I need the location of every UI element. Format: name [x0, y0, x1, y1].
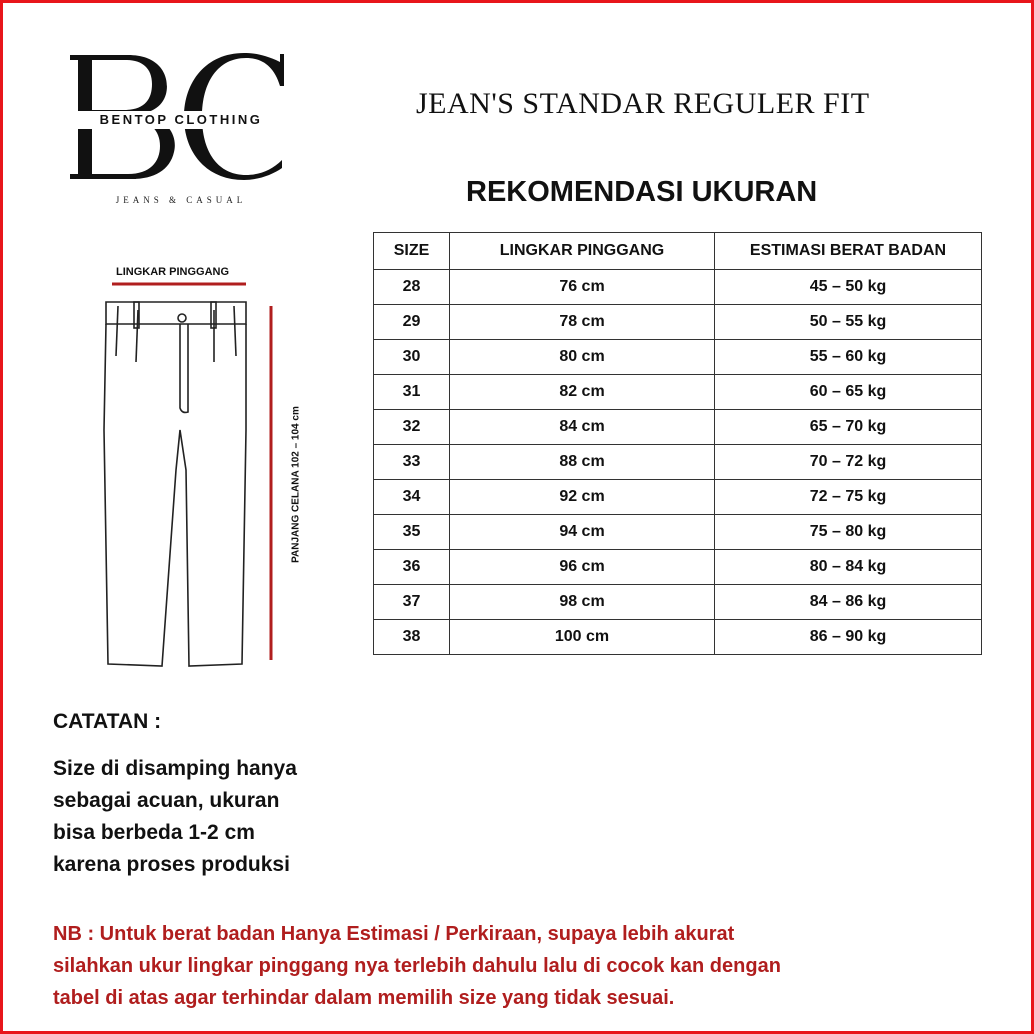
cell-size: 34 [374, 480, 450, 515]
brand-tagline: JEANS & CASUAL [115, 195, 247, 205]
cell-size: 32 [374, 410, 450, 445]
pants-diagram [96, 280, 296, 672]
nb-line: silahkan ukur lingkar pinggang nya terlebih dahulu lalu di cocok kan dengan [53, 955, 781, 977]
table-row [374, 410, 982, 445]
cell-weight: 86 – 90 kg [715, 620, 982, 655]
column-header-waist: LINGKAR PINGGANG [450, 233, 715, 270]
page-title: JEAN'S STANDAR REGULER FIT [416, 87, 870, 120]
note-title: CATATAN : [53, 710, 162, 733]
size-table [373, 232, 982, 655]
cell-weight: 45 – 50 kg [715, 270, 982, 305]
cell-size: 38 [374, 620, 450, 655]
nb-line: tabel di atas agar terhindar dalam memilih size yang tidak sesuai. [53, 987, 675, 1009]
note-line: bisa berbeda 1-2 cm [53, 821, 255, 844]
cell-waist: 92 cm [450, 480, 715, 515]
cell-size: 33 [374, 445, 450, 480]
cell-waist: 76 cm [450, 270, 715, 305]
table-row [374, 445, 982, 480]
cell-size: 29 [374, 305, 450, 340]
cell-waist: 84 cm [450, 410, 715, 445]
cell-size: 37 [374, 585, 450, 620]
table-row [374, 375, 982, 410]
cell-waist: 94 cm [450, 515, 715, 550]
button-icon [178, 314, 186, 322]
cell-weight: 84 – 86 kg [715, 585, 982, 620]
table-row [374, 480, 982, 515]
note-line: karena proses produksi [53, 853, 290, 876]
length-label: PANJANG CELANA 102 – 104 cm [290, 406, 302, 563]
table-row [374, 620, 982, 655]
cell-weight: 80 – 84 kg [715, 550, 982, 585]
note-body [53, 753, 373, 881]
cell-waist: 82 cm [450, 375, 715, 410]
cell-size: 28 [374, 270, 450, 305]
cell-waist: 98 cm [450, 585, 715, 620]
table-row [374, 550, 982, 585]
table-row [374, 305, 982, 340]
nb-disclaimer [53, 918, 1003, 1014]
cell-weight: 70 – 72 kg [715, 445, 982, 480]
table-row [374, 270, 982, 305]
cell-weight: 72 – 75 kg [715, 480, 982, 515]
table-row [374, 515, 982, 550]
bc-monogram [66, 52, 296, 212]
note-line: sebagai acuan, ukuran [53, 789, 280, 812]
note-line: Size di disamping hanya [53, 757, 297, 780]
cell-waist: 80 cm [450, 340, 715, 375]
nb-line: NB : Untuk berat badan Hanya Estimasi / Perkiraan, supaya lebih akurat [53, 923, 735, 945]
page-subtitle: REKOMENDASI UKURAN [466, 176, 818, 208]
table-header-row [374, 233, 982, 270]
cell-size: 35 [374, 515, 450, 550]
cell-waist: 78 cm [450, 305, 715, 340]
cell-size: 31 [374, 375, 450, 410]
table-row [374, 340, 982, 375]
table-row [374, 585, 982, 620]
cell-waist: 96 cm [450, 550, 715, 585]
cell-weight: 55 – 60 kg [715, 340, 982, 375]
cell-size: 30 [374, 340, 450, 375]
brand-name: BENTOP CLOTHING [70, 111, 292, 129]
waist-label: LINGKAR PINGGANG [116, 266, 230, 278]
cell-waist: 100 cm [450, 620, 715, 655]
cell-weight: 50 – 55 kg [715, 305, 982, 340]
cell-weight: 65 – 70 kg [715, 410, 982, 445]
column-header-weight: ESTIMASI BERAT BADAN [715, 233, 982, 270]
cell-waist: 88 cm [450, 445, 715, 480]
cell-weight: 60 – 65 kg [715, 375, 982, 410]
column-header-size: SIZE [374, 233, 450, 270]
cell-weight: 75 – 80 kg [715, 515, 982, 550]
cell-size: 36 [374, 550, 450, 585]
brand-logo [66, 52, 296, 212]
